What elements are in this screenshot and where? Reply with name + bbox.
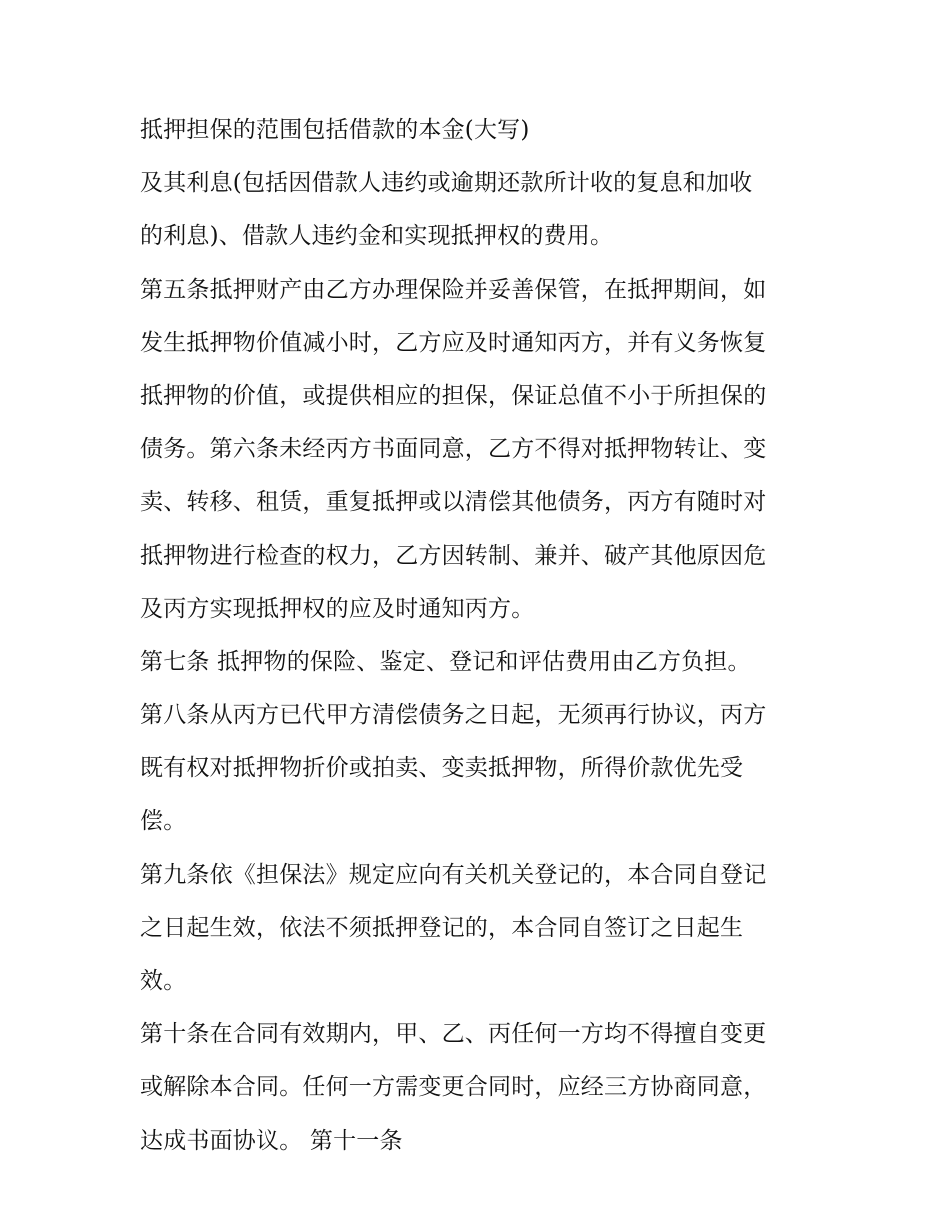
text-line: 的利息)、借款人违约金和实现抵押权的费用。 bbox=[140, 223, 614, 250]
text-line: 第八条从丙方已代甲方清偿债务之日起，无须再行协议，丙方 bbox=[140, 702, 767, 729]
text-line: 之日起生效，依法不须抵押登记的，本合同自签订之日起生 bbox=[140, 914, 744, 941]
contract-body-text bbox=[140, 110, 820, 1174]
text-line: 发生抵押物价值减小时，乙方应及时通知丙方，并有义务恢复 bbox=[140, 329, 767, 356]
text-line: 抵押担保的范围包括借款的本金(大写) bbox=[140, 117, 530, 143]
text-line: 效。 bbox=[140, 968, 187, 994]
text-line: 卖、转移、租赁，重复抵押或以清偿其他债务，丙方有随时对 bbox=[140, 489, 767, 516]
text-line: 及丙方实现抵押权的应及时通知丙方。 bbox=[140, 595, 535, 622]
text-line: 第五条抵押财产由乙方办理保险并妥善保管，在抵押期间，如 bbox=[140, 276, 767, 303]
text-line: 偿。 bbox=[140, 808, 187, 835]
text-line: 第九条依《担保法》规定应向有关机关登记的，本合同自登记 bbox=[140, 861, 767, 888]
text-line: 债务。第六条未经丙方书面同意，乙方不得对抵押物转让、变 bbox=[140, 436, 767, 463]
text-line: 抵押物进行检查的权力，乙方因转制、兼并、破产其他原因危 bbox=[140, 542, 767, 569]
text-line: 第十条在合同有效期内，甲、乙、丙任何一方均不得擅自变更 bbox=[140, 1021, 767, 1048]
text-line: 第七条 抵押物的保险、鉴定、登记和评估费用由乙方负担。 bbox=[140, 648, 751, 675]
text-line: 既有权对抵押物折价或拍卖、变卖抵押物，所得价款优先受 bbox=[140, 755, 744, 782]
text-line: 达成书面协议。 第十一条 bbox=[140, 1127, 403, 1154]
text-line: 抵押物的价值，或提供相应的担保，保证总值不小于所担保的 bbox=[140, 382, 767, 409]
text-line: 或解除本合同。任何一方需变更合同时，应经三方协商同意， bbox=[140, 1074, 767, 1101]
text-line: 及其利息(包括因借款人违约或逾期还款所计收的复息和加收 bbox=[140, 170, 753, 197]
